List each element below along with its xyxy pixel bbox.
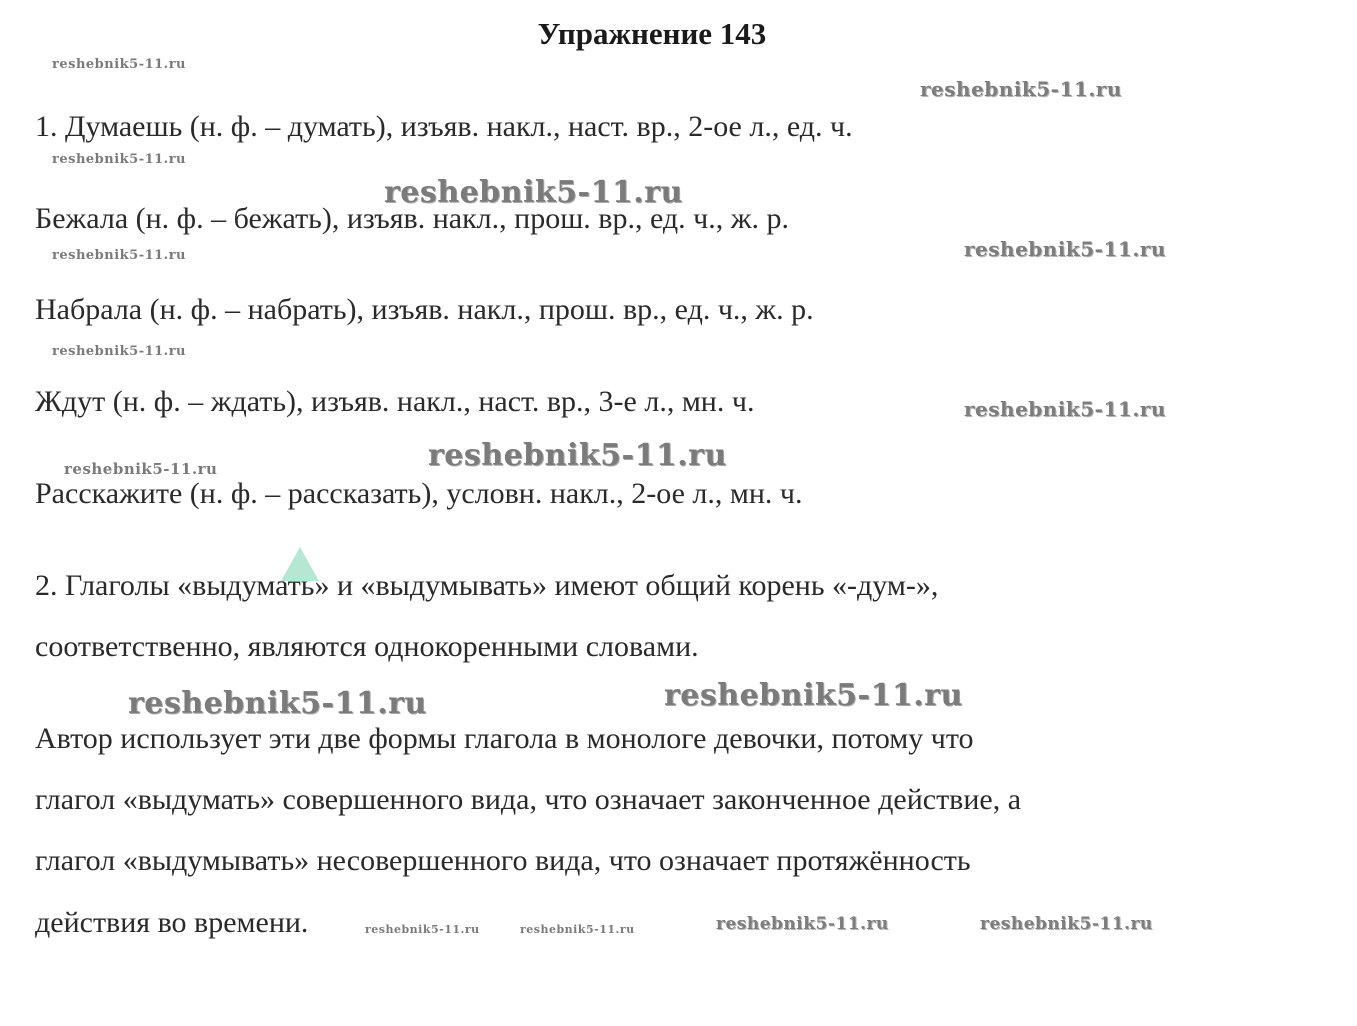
text-line-10: глагол «выдумывать» несовершенного вида, что означает протяжённость (35, 844, 971, 877)
text-line-11: действия во времени. (35, 906, 309, 939)
watermark: reshebnik5-11.ru (64, 460, 218, 478)
watermark: reshebnik5-11.ru (428, 438, 727, 473)
page-title: Упражнение 143 (537, 16, 767, 51)
watermark: reshebnik5-11.ru (964, 397, 1166, 421)
watermark: reshebnik5-11.ru (128, 686, 427, 721)
watermark: reshebnik5-11.ru (716, 914, 889, 934)
text-line-1: 1. Думаешь (н. ф. – думать), изъяв. накл., наст. вр., 2-ое л., ед. ч. (35, 110, 853, 143)
watermark: reshebnik5-11.ru (964, 237, 1166, 261)
text-line-2: Бежала (н. ф. – бежать), изъяв. накл., прош. вр., ед. ч., ж. р. (35, 202, 789, 235)
text-line-8: Автор использует эти две формы глагола в монологе девочки, потому что (35, 722, 974, 755)
watermark: reshebnik5-11.ru (52, 152, 187, 167)
watermark: reshebnik5-11.ru (52, 248, 187, 263)
text-line-7: соответственно, являются однокоренными словами. (35, 630, 699, 663)
text-line-9: глагол «выдумать» совершенного вида, что означает законченное действие, а (35, 783, 1022, 816)
watermark: reshebnik5-11.ru (664, 678, 963, 713)
text-line-3: Набрала (н. ф. – набрать), изъяв. накл., прош. вр., ед. ч., ж. р. (35, 293, 814, 326)
text-line-6: 2. Глаголы «выдумать» и «выдумывать» имеют общий корень «-дум-», (35, 569, 939, 602)
watermark: reshebnik5-11.ru (365, 923, 480, 936)
watermark: reshebnik5-11.ru (384, 175, 683, 210)
text-line-4: Ждут (н. ф. – ждать), изъяв. накл., наст. вр., 3-е л., мн. ч. (35, 385, 755, 418)
watermark: reshebnik5-11.ru (52, 344, 187, 359)
watermark: reshebnik5-11.ru (52, 57, 187, 72)
text-line-5: Расскажите (н. ф. – рассказать), условн. накл., 2-ое л., мн. ч. (35, 477, 803, 510)
watermark: reshebnik5-11.ru (520, 923, 635, 936)
watermark: reshebnik5-11.ru (980, 914, 1153, 934)
watermark: reshebnik5-11.ru (920, 77, 1122, 101)
decorative-triangle (281, 547, 319, 581)
